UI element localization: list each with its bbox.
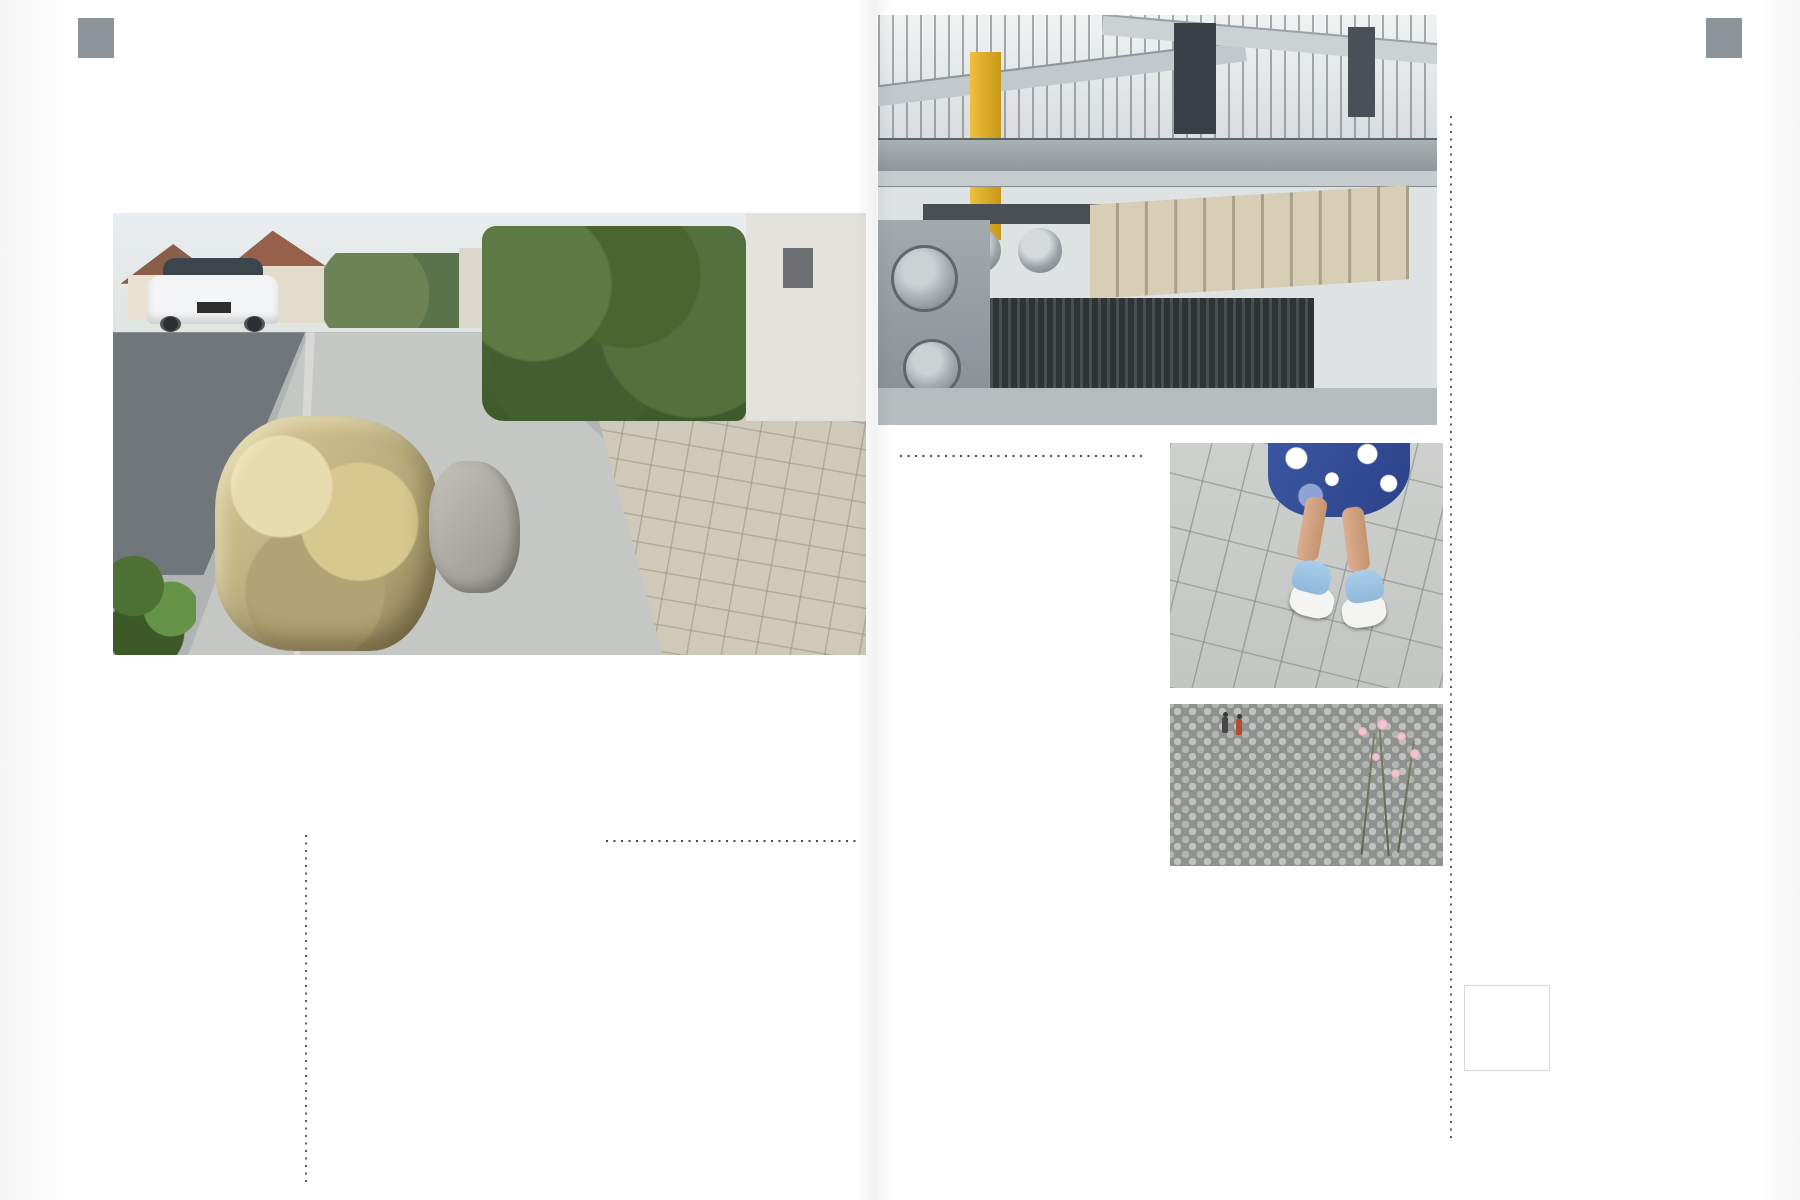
qr-code [1464, 985, 1550, 1071]
photo1-hedge [482, 226, 746, 420]
photo-old-porphyr-pavement [1170, 704, 1443, 866]
page-fold-shadow [856, 0, 892, 1200]
article-credits [113, 788, 139, 803]
photo1-white-car [147, 253, 279, 333]
photo-street-renovation [113, 213, 866, 655]
photo2-paver-blocks [1090, 186, 1409, 300]
page-number-left [78, 18, 114, 58]
photo-factory-production [878, 15, 1437, 425]
caption-1 [113, 842, 283, 864]
caption-2 [1464, 116, 1644, 138]
issue-reference-note [1464, 980, 1646, 1071]
factory-sign [1174, 23, 1216, 134]
body-column-1 [318, 840, 580, 842]
caption-4 [1464, 788, 1644, 810]
photo1-stone-block [215, 416, 437, 650]
photo4-flowers [1358, 727, 1367, 736]
caption-3 [1464, 702, 1644, 724]
heading-planung-und-umsetzung [893, 455, 1145, 461]
body-column-3 [893, 443, 1145, 472]
photo4-pedestrian [1236, 719, 1242, 735]
qr-code-grid [1470, 991, 1544, 1065]
photo4-pedestrian [1222, 717, 1228, 733]
photo-new-pavement-sandals [1170, 443, 1443, 688]
heading-suche-nach-loesungen [599, 840, 861, 846]
body-column-2 [599, 840, 861, 857]
dotted-rule-left [305, 835, 307, 1183]
dotted-rule-right [1450, 116, 1452, 1142]
page-number-right [1706, 18, 1742, 58]
